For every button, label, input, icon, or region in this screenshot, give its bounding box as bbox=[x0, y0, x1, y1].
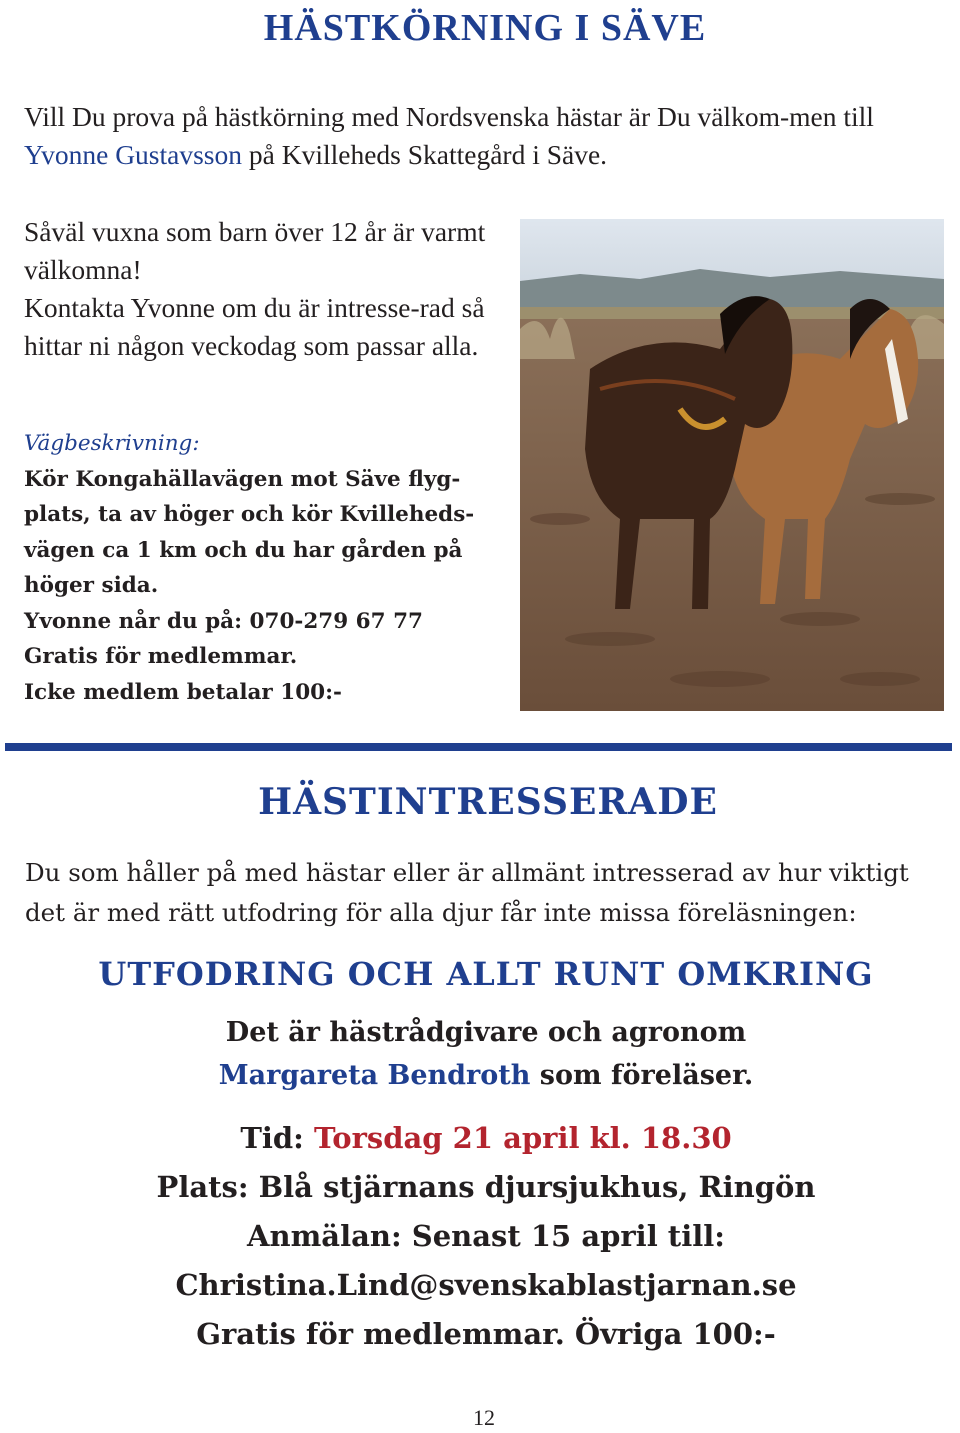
time-value: Torsdag 21 april kl. 18.30 bbox=[314, 1121, 732, 1155]
horses-photo bbox=[520, 219, 944, 711]
place-line: Plats: Blå stjärnans djursjukhus, Ringön bbox=[156, 1170, 816, 1204]
directions-line: plats, ta av höger och kör Kvilleheds- bbox=[24, 502, 475, 527]
intro-text-after: på Kvilleheds Skattegård i Säve. bbox=[242, 139, 608, 170]
phone-text: Yvonne når du på: 070-279 67 77 bbox=[24, 608, 424, 634]
signup-line: Anmälan: Senast 15 april till: bbox=[247, 1219, 725, 1253]
member-free-text: Gratis för medlemmar. bbox=[24, 644, 298, 669]
page-title: HÄSTKÖRNING I SÄVE bbox=[263, 7, 707, 49]
section-title: HÄSTINTRESSERADE bbox=[258, 781, 718, 823]
lecture-title: UTFODRING OCH ALLT RUNT OMKRING bbox=[98, 955, 874, 993]
page-number: 12 bbox=[473, 1405, 495, 1430]
intro-text-before: Vill Du prova på hästkörning med Nordsvenska hästar är Du välkom-men till bbox=[24, 101, 874, 132]
directions-line: höger sida. bbox=[24, 573, 159, 598]
lecturer-intro: Det är hästrådgivare och agronom bbox=[225, 1017, 747, 1048]
email-address: Christina.Lind@svenskablastjarnan.se bbox=[175, 1268, 797, 1302]
time-line bbox=[0, 1121, 960, 1155]
lecturer-line bbox=[0, 1060, 960, 1091]
intro-paragraph-2 bbox=[25, 853, 945, 933]
directions-line: vägen ca 1 km och du har gården på bbox=[24, 537, 463, 563]
intro-paragraph bbox=[24, 98, 944, 174]
price-line: Gratis för medlemmar. Övriga 100:- bbox=[196, 1317, 776, 1351]
left-column bbox=[24, 213, 510, 365]
directions-block bbox=[24, 426, 510, 710]
directions-heading: Vägbeskrivning: bbox=[24, 431, 200, 456]
directions-line: Kör Kongahällavägen mot Säve flyg- bbox=[24, 466, 461, 492]
directions-text bbox=[24, 462, 510, 604]
contact-text: Kontakta Yvonne om du är intresse-rad så hittar ni någon veckodag som passar alla. bbox=[24, 292, 485, 361]
body-line: Du som håller på med hästar eller är allmänt intresserad av hur viktigt bbox=[25, 858, 909, 887]
section-divider bbox=[5, 743, 952, 751]
time-label: Tid: bbox=[240, 1121, 314, 1155]
body-line: det är med rätt utfodring för alla djur får inte missa föreläsningen: bbox=[25, 898, 857, 927]
welcome-text: Såväl vuxna som barn över 12 år är varmt välkomna! bbox=[24, 216, 486, 285]
nonmember-price-text: Icke medlem betalar 100:- bbox=[24, 679, 342, 705]
host-name: Yvonne Gustavsson bbox=[24, 139, 242, 170]
lecturer-name: Margareta Bendroth bbox=[218, 1060, 531, 1091]
lecturer-suffix: som föreläser. bbox=[530, 1060, 754, 1091]
